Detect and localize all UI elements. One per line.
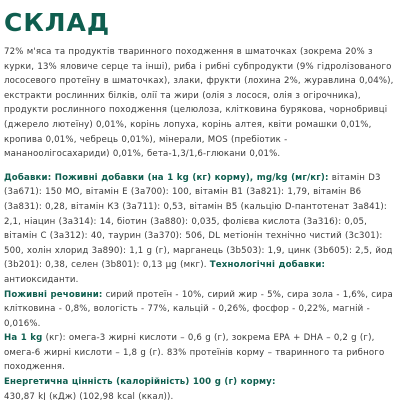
energy-label: Енергетична цінність (калорійність) 100 g (г) корму: xyxy=(4,377,276,388)
energy-paragraph xyxy=(4,375,396,400)
additives-label: Добавки: Поживні добавки (на 1 kg (кг) корму), mg/kg (мг/кг): xyxy=(4,172,329,183)
nutrients-text: сирий протеїн - 10%, сирий жир - 5%, сира зола - 1,6%, сира клітковина - 0,8%, вологість - 77%, кальцій - 0,26%, фосфор - 0,22%, магній - 0,016%. xyxy=(4,289,393,329)
additives-paragraph xyxy=(4,171,396,288)
page-title: СКЛАД xyxy=(4,8,111,37)
technological-additives-label: Технологічні добавки: xyxy=(209,260,326,271)
per-kg-text: (кг): омега-3 жирні кислоти – 0,6 g (г), зокрема EPA + DHA – 0,2 g (г), омега-6 жирні кислоти – 1,8 g (г). 83% протеїнів корму – тваринного та рибного походження. xyxy=(4,333,385,373)
additives-text: вітамін D3 (3a671): 150 МО, вітамін Е (3a700): 100, вітамін В1 (3a821): 1,79, вітамін В6 (3a831): 0,28, вітамін К3 (3a711): 0,53, вітамін В5 (кальцію D-пантотенат 3a841): 2,1, ніацин (3a314): 14, біотин (3a880): 0,035, фолієва кислота (3a316): 0,05, вітамін С (3a312): 40, таурин (3a370): 506, DL метіонін технічно чистий (3c301): 500, холін хлорид 3a890): 1,1 g (г), марганець (3b503): 1,9, цинк (3b605): 2,5, йод (3b201): 0,38, селен (3b801): 0,13 µg (мкг). xyxy=(4,172,393,271)
nutrients-label: Поживні речовини: xyxy=(4,289,103,300)
nutrients-paragraph xyxy=(4,288,396,332)
per-kg-paragraph xyxy=(4,331,396,375)
per-kg-label: На 1 kg xyxy=(4,333,43,344)
technological-additives-text: антиоксиданти. xyxy=(4,274,79,285)
composition-text: 72% м'яса та продуктів тваринного походження в шматочках (зокрема 20% з курки, 13% яловиче серце та інші), риба і рибні субпродукти (9% гідролізованого лососевого протеїну в шматочках), злаки, фрукти (лохина 2%, журавлина 0,04%), екстракти рослинних білків, олії та жири (олія з лосося, олія з огірочника), продукти рослинного походження (целюлоза, клітковина бурякова, чорнобривці (джерело лютеїну) 0,01%, корінь лопуха, корінь алтея, квіти ромашки 0,01%, кропива 0,01%, чебрець 0,01%), мінерали, MOS (пребіотик - мананоолігосахариди) 0,01%, бета-1,3/1,6-глюкани 0,01%. xyxy=(4,47,394,160)
energy-text: 430,87 kJ (кДж) (102,98 kcal (ккал)). xyxy=(4,391,174,400)
